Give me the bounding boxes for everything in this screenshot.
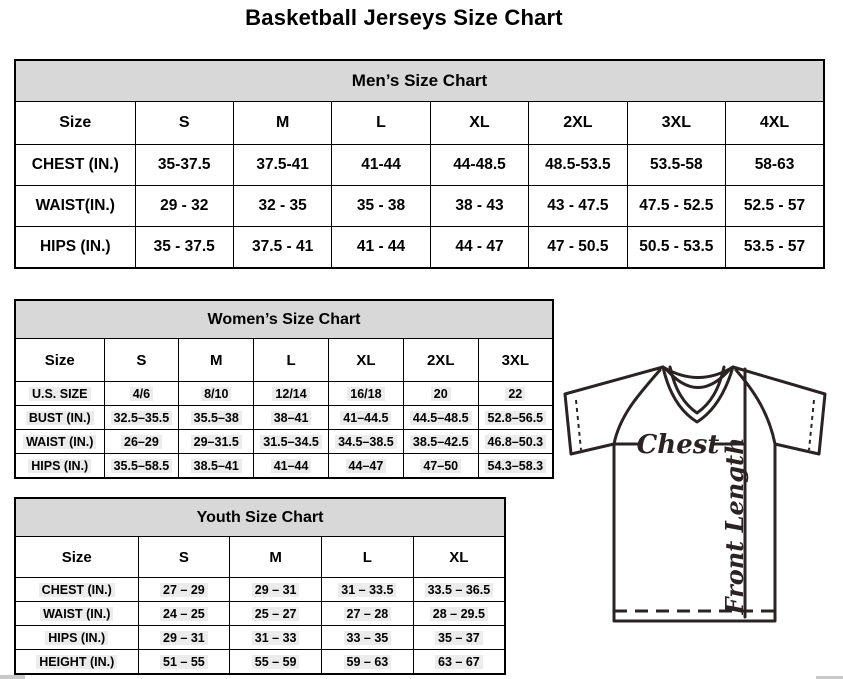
youth-size-value-cell: 59 – 63 — [322, 650, 414, 675]
front-length-label: Front Length — [720, 437, 749, 615]
women-size-value-cell: 38–41 — [254, 406, 329, 430]
women-size-value-cell: 44.5–48.5 — [403, 406, 478, 430]
mens-size-table — [14, 59, 825, 269]
youth-size-value-cell: 25 – 27 — [230, 602, 322, 626]
page-title: Basketball Jerseys Size Chart — [245, 5, 563, 30]
youth-header-row — [15, 537, 505, 578]
men-data-row — [15, 186, 824, 227]
youth-size-value-cell: 51 – 55 — [138, 650, 230, 675]
men-column-header: 3XL — [627, 102, 725, 145]
youth-data-row — [15, 578, 505, 602]
jersey-outline — [565, 367, 825, 621]
youth-data-row — [15, 650, 505, 675]
youth-column-header: S — [138, 537, 230, 578]
youth-size-value-cell: 24 – 25 — [138, 602, 230, 626]
jersey-measurement-diagram — [557, 354, 843, 628]
youth-size-value-cell: 31 – 33 — [230, 626, 322, 650]
women-size-value-cell: 12/14 — [254, 382, 329, 406]
youth-column-header: XL — [413, 537, 505, 578]
men-row-label: CHEST (IN.) — [15, 145, 135, 186]
men-chart-heading: Men’s Size Chart — [15, 60, 824, 102]
men-size-value-cell: 41-44 — [332, 145, 430, 186]
youth-data-row — [15, 602, 505, 626]
youth-row-label: WAIST (IN.) — [15, 602, 138, 626]
youth-row-label: HEIGHT (IN.) — [15, 650, 138, 675]
youth-size-value-cell: 27 – 28 — [322, 602, 414, 626]
women-data-row — [15, 430, 553, 454]
women-row-label: BUST (IN.) — [15, 406, 104, 430]
women-size-value-cell: 52.8–56.5 — [478, 406, 553, 430]
page-edge-fragment-left — [0, 675, 25, 679]
women-chart-heading: Women’s Size Chart — [15, 300, 553, 339]
women-size-value-cell: 32.5–35.5 — [104, 406, 179, 430]
women-column-header: 2XL — [403, 339, 478, 382]
women-size-value-cell: 29–31.5 — [179, 430, 254, 454]
men-size-value-cell: 47.5 - 52.5 — [627, 186, 725, 227]
women-size-value-cell: 35.5–38 — [179, 406, 254, 430]
chest-label: Chest — [636, 430, 720, 460]
women-column-header: XL — [328, 339, 403, 382]
women-row-label: U.S. SIZE — [15, 382, 104, 406]
men-row-label: WAIST(IN.) — [15, 186, 135, 227]
youth-row-label: CHEST (IN.) — [15, 578, 138, 602]
men-header-row — [15, 102, 824, 145]
men-size-value-cell: 35 - 38 — [332, 186, 430, 227]
men-size-value-cell: 50.5 - 53.5 — [627, 227, 725, 269]
youth-size-value-cell: 35 – 37 — [413, 626, 505, 650]
women-size-value-cell: 8/10 — [179, 382, 254, 406]
men-row-label: HIPS (IN.) — [15, 227, 135, 269]
women-data-row — [15, 382, 553, 406]
youth-size-value-cell: 29 – 31 — [138, 626, 230, 650]
women-column-header: M — [179, 339, 254, 382]
women-size-value-cell: 35.5–58.5 — [104, 454, 179, 479]
youth-size-value-cell: 63 – 67 — [413, 650, 505, 675]
men-column-header: Size — [15, 102, 135, 145]
men-size-value-cell: 32 - 35 — [233, 186, 331, 227]
men-column-header: XL — [430, 102, 528, 145]
women-size-value-cell: 38.5–42.5 — [403, 430, 478, 454]
men-column-header: 2XL — [529, 102, 627, 145]
women-size-value-cell: 31.5–34.5 — [254, 430, 329, 454]
women-table — [14, 299, 554, 479]
women-data-row — [15, 406, 553, 430]
youth-size-value-cell: 31 – 33.5 — [322, 578, 414, 602]
women-size-value-cell: 16/18 — [328, 382, 403, 406]
men-size-value-cell: 37.5 - 41 — [233, 227, 331, 269]
women-column-header: L — [254, 339, 329, 382]
women-size-value-cell: 34.5–38.5 — [328, 430, 403, 454]
women-data-row — [15, 454, 553, 479]
men-column-header: L — [332, 102, 430, 145]
women-column-header: 3XL — [478, 339, 553, 382]
youth-table — [14, 497, 506, 675]
men-size-value-cell: 41 - 44 — [332, 227, 430, 269]
men-size-value-cell: 48.5-53.5 — [529, 145, 627, 186]
women-header-row — [15, 339, 553, 382]
women-row-label: WAIST (IN.) — [15, 430, 104, 454]
men-column-header: 4XL — [726, 102, 824, 145]
men-size-value-cell: 43 - 47.5 — [529, 186, 627, 227]
men-size-value-cell: 53.5-58 — [627, 145, 725, 186]
women-size-value-cell: 46.8–50.3 — [478, 430, 553, 454]
women-size-value-cell: 54.3–58.3 — [478, 454, 553, 479]
men-size-value-cell: 35 - 37.5 — [135, 227, 233, 269]
youth-column-header: M — [230, 537, 322, 578]
women-size-value-cell: 41–44 — [254, 454, 329, 479]
men-size-value-cell: 58-63 — [726, 145, 824, 186]
youth-row-label: HIPS (IN.) — [15, 626, 138, 650]
youth-data-row — [15, 626, 505, 650]
youth-chart-heading: Youth Size Chart — [15, 498, 505, 537]
men-size-value-cell: 29 - 32 — [135, 186, 233, 227]
men-data-row — [15, 145, 824, 186]
youth-size-value-cell: 33.5 – 36.5 — [413, 578, 505, 602]
youth-size-value-cell: 33 – 35 — [322, 626, 414, 650]
womens-size-table — [14, 299, 554, 479]
men-column-header: M — [233, 102, 331, 145]
youth-size-table — [14, 497, 506, 675]
men-column-header: S — [135, 102, 233, 145]
youth-size-value-cell: 29 – 31 — [230, 578, 322, 602]
women-size-value-cell: 41–44.5 — [328, 406, 403, 430]
women-size-value-cell: 47–50 — [403, 454, 478, 479]
men-size-value-cell: 47 - 50.5 — [529, 227, 627, 269]
men-size-value-cell: 52.5 - 57 — [726, 186, 824, 227]
women-column-header: Size — [15, 339, 104, 382]
women-size-value-cell: 26–29 — [104, 430, 179, 454]
men-size-value-cell: 35-37.5 — [135, 145, 233, 186]
women-size-value-cell: 4/6 — [104, 382, 179, 406]
men-data-row — [15, 227, 824, 269]
women-column-header: S — [104, 339, 179, 382]
men-size-value-cell: 44 - 47 — [430, 227, 528, 269]
women-size-value-cell: 20 — [403, 382, 478, 406]
women-size-value-cell: 44–47 — [328, 454, 403, 479]
youth-size-value-cell: 27 – 29 — [138, 578, 230, 602]
women-row-label: HIPS (IN.) — [15, 454, 104, 479]
women-size-value-cell: 22 — [478, 382, 553, 406]
youth-size-value-cell: 28 – 29.5 — [413, 602, 505, 626]
men-size-value-cell: 44-48.5 — [430, 145, 528, 186]
men-size-value-cell: 38 - 43 — [430, 186, 528, 227]
men-table — [14, 59, 825, 269]
women-size-value-cell: 38.5–41 — [179, 454, 254, 479]
youth-column-header: Size — [15, 537, 138, 578]
youth-size-value-cell: 55 – 59 — [230, 650, 322, 675]
men-size-value-cell: 53.5 - 57 — [726, 227, 824, 269]
youth-column-header: L — [322, 537, 414, 578]
men-size-value-cell: 37.5-41 — [233, 145, 331, 186]
